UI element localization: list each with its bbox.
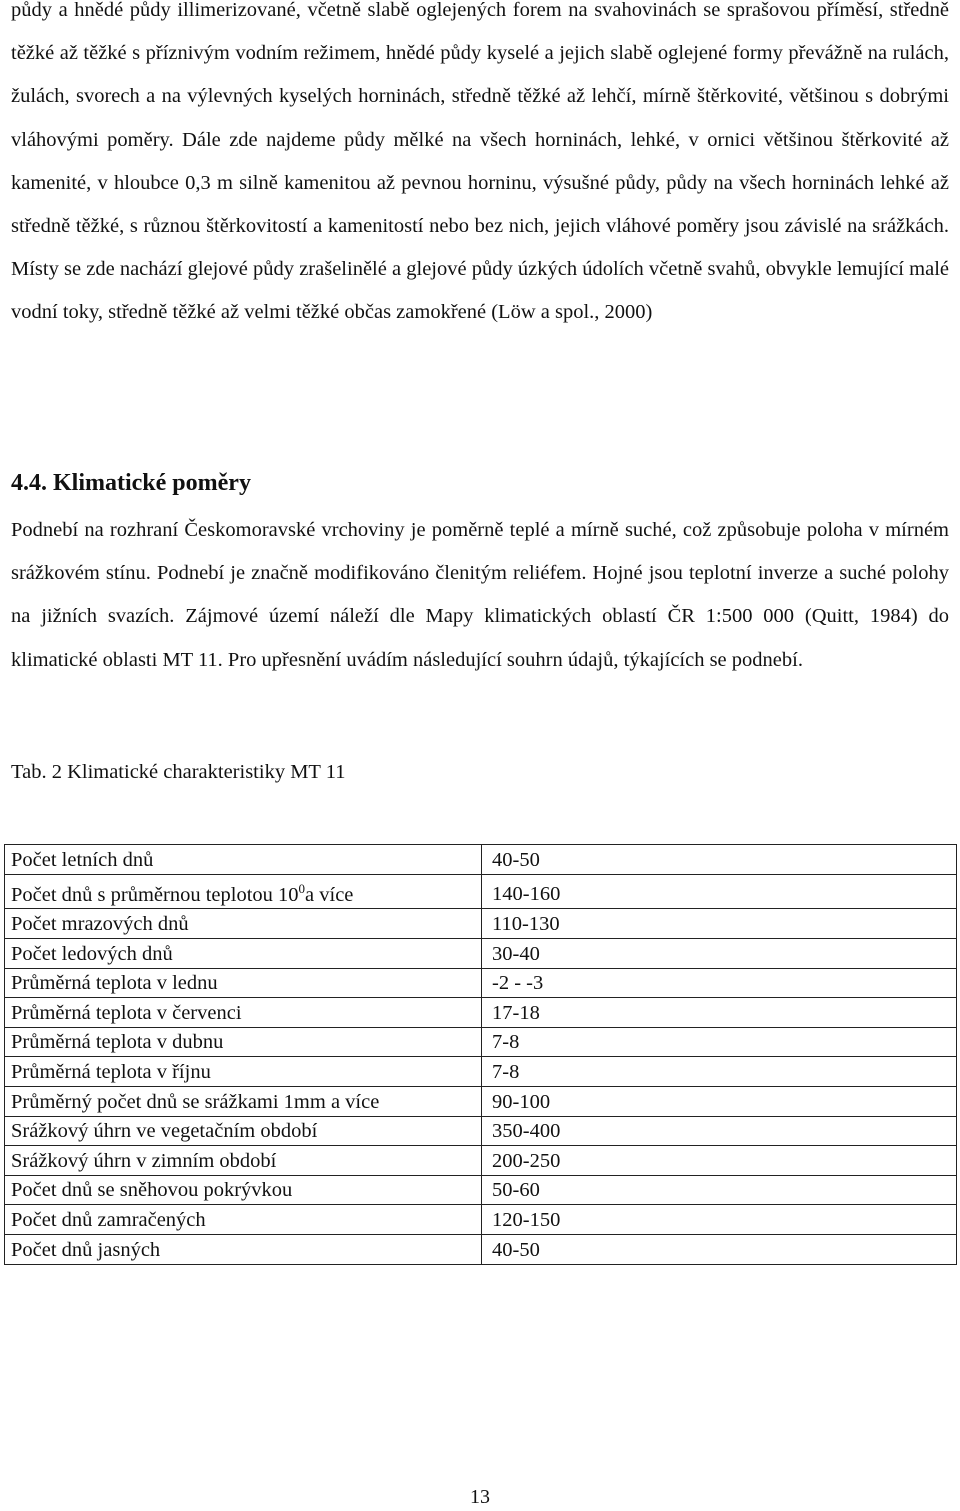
- row-label: [5, 1205, 482, 1235]
- row-label: [5, 1116, 482, 1146]
- row-label-text: Počet dnů se sněhovou pokrývkou: [11, 1179, 293, 1202]
- row-label: [5, 909, 482, 939]
- section-heading: 4.4. Klimatické poměry: [11, 470, 251, 496]
- row-label-text: Průměrná teplota v červenci: [11, 1001, 242, 1024]
- row-label: [5, 1086, 482, 1116]
- table-caption: Tab. 2 Klimatické charakteristiky MT 11: [11, 761, 346, 783]
- table-row: [5, 845, 957, 875]
- table-row: [5, 1116, 957, 1146]
- table-row: [5, 998, 957, 1028]
- row-label: [5, 968, 482, 998]
- row-label-text: Srážkový úhrn v zimním období: [11, 1149, 277, 1172]
- row-label: [5, 1146, 482, 1176]
- row-value: 110-130: [482, 909, 957, 939]
- row-value: 50-60: [482, 1175, 957, 1205]
- row-label: [5, 1234, 482, 1264]
- row-value: 200-250: [482, 1146, 957, 1176]
- table-row: [5, 1234, 957, 1264]
- row-value: 40-50: [482, 1234, 957, 1264]
- row-label: [5, 939, 482, 969]
- row-value: 90-100: [482, 1086, 957, 1116]
- table-row: [5, 1205, 957, 1235]
- row-value: 120-150: [482, 1205, 957, 1235]
- row-value: 17-18: [482, 998, 957, 1028]
- table-row: [5, 968, 957, 998]
- row-label-text: Počet mrazových dnů: [11, 913, 189, 936]
- row-label: [5, 845, 482, 875]
- row-label: [5, 1057, 482, 1087]
- row-label-text: Průměrná teplota v říjnu: [11, 1060, 211, 1083]
- row-value: 30-40: [482, 939, 957, 969]
- table-row: [5, 939, 957, 969]
- table-row: [5, 1057, 957, 1087]
- page-number: 13: [470, 1486, 490, 1508]
- row-label-text: Počet dnů jasných: [11, 1238, 161, 1261]
- row-label: [5, 1027, 482, 1057]
- row-label-text: Srážkový úhrn ve vegetačním období: [11, 1120, 318, 1143]
- row-label: [5, 874, 482, 909]
- row-label-text: Průměrná teplota v dubnu: [11, 1031, 224, 1054]
- row-label-text: Počet letních dnů: [11, 848, 154, 871]
- row-label-text: Průměrný počet dnů se srážkami 1mm a více: [11, 1090, 380, 1113]
- table-row: [5, 909, 957, 939]
- row-label-suffix: a více: [305, 883, 354, 906]
- climate-paragraph: Podnebí na rozhraní Českomoravské vrchoviny je poměrně teplé a mírně suché, což způsobuje poloha v mírném srážkovém stínu. Podnebí je značně modifikováno členitým reliéfem. Hojné jsou teplotní inverze a suché polohy na jižních svazích. Zájmové území náleží dle Mapy klimatických oblastí ČR 1:500 000 (Quitt, 1984) do klimatické oblasti MT 11. Pro upřesnění uvádím následující souhrn údajů, týkajících se podnebí.: [11, 519, 949, 671]
- row-value: 40-50: [482, 845, 957, 875]
- table-row: [5, 874, 957, 909]
- row-label-text: Počet ledových dnů: [11, 942, 173, 965]
- row-label-superscript: 0: [298, 880, 306, 896]
- row-label-text: Počet dnů s průměrnou teplotou 10: [11, 883, 299, 906]
- table-row: [5, 1086, 957, 1116]
- row-value: 7-8: [482, 1057, 957, 1087]
- table-row: [5, 1175, 957, 1205]
- row-value: 7-8: [482, 1027, 957, 1057]
- row-label: [5, 1175, 482, 1205]
- table-row: [5, 1146, 957, 1176]
- climate-table: [4, 844, 957, 1265]
- row-label: [5, 998, 482, 1028]
- table-row: [5, 1027, 957, 1057]
- row-value: 140-160: [482, 874, 957, 909]
- row-value: -2 - -3: [482, 968, 957, 998]
- row-label-text: Počet dnů zamračených: [11, 1208, 206, 1231]
- row-label-text: Průměrná teplota v lednu: [11, 972, 218, 995]
- soils-paragraph: půdy a hnědé půdy illimerizované, včetně slabě oglejených forem na svahovinách se sprašovou příměsí, středně těžké až těžké s příznivým vodním režimem, hnědé půdy kyselé a jejich slabě oglejené formy převážně na rulách, žulách, svorech a na výlevných kyselých horninách, středně těžké až lehčí, mírně štěrkovité, většinou s dobrými vláhovými poměry. Dále zde najdeme půdy mělké na všech horninách, lehké, v ornici většinou štěrkovité až kamenité, v hloubce 0,3 m silně kamenitou až pevnou horninu, výsušné půdy, půdy na všech horninách lehké až středně těžké, s různou štěrkovitostí a kamenitostí nebo bez nich, jejich vláhové poměry jsou závislé na srážkách. Místy se zde nachází glejové půdy zrašelinělé a glejové půdy úzkých údolích včetně svahů, obvykle lemující malé vodní toky, středně těžké až velmi těžké občas zamokřené (Löw a spol., 2000): [11, 0, 949, 324]
- row-value: 350-400: [482, 1116, 957, 1146]
